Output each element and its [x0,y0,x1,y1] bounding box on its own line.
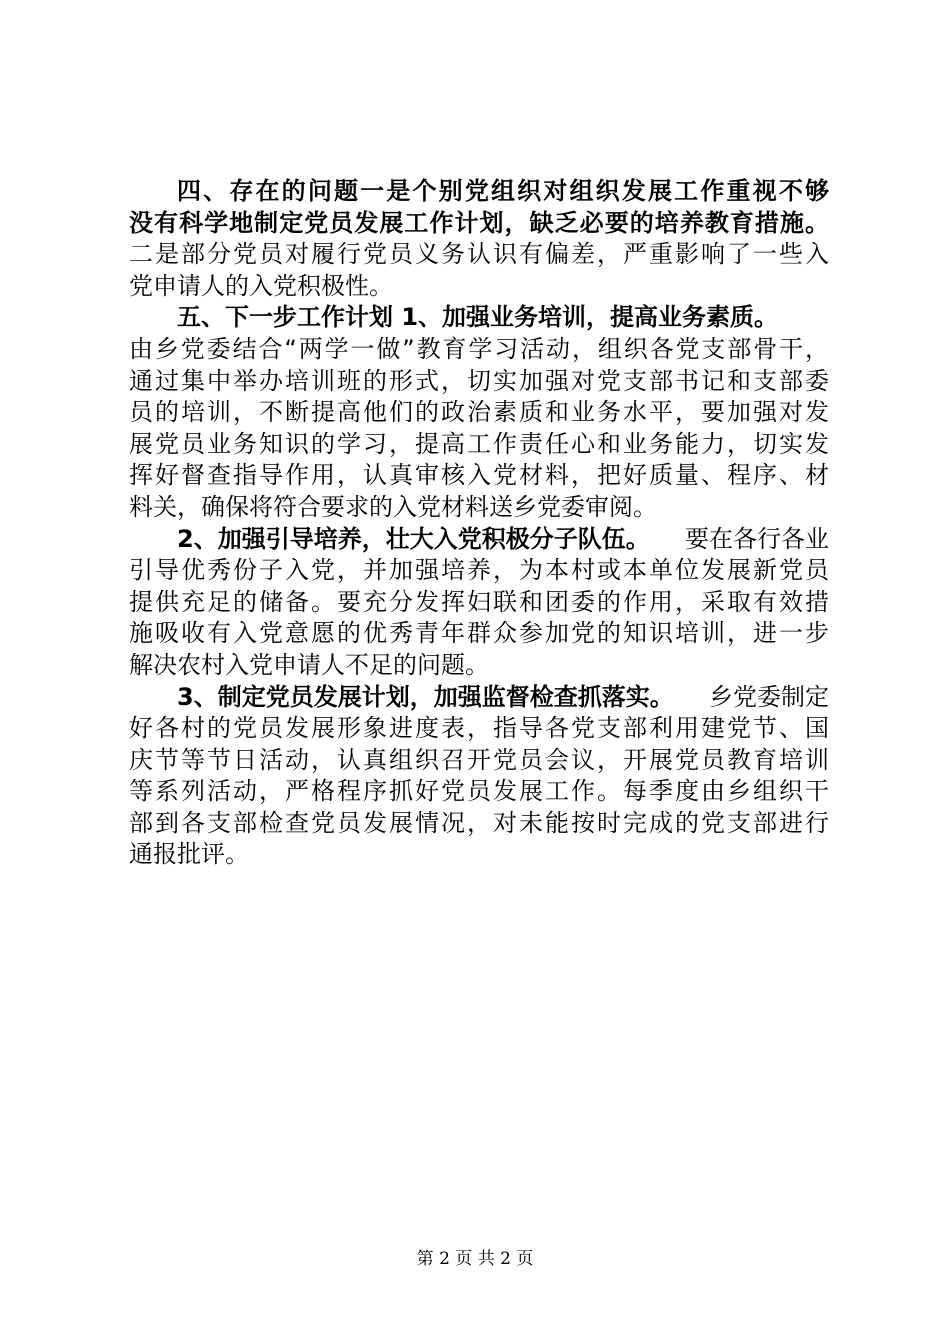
item-3-first-line [129,682,829,714]
document-body [129,176,829,871]
item-3-lead: 乡党委制定 [709,682,829,711]
body-line: 引导优秀份子入党，并加强培养，为本村或本单位发展新党员 [129,556,829,585]
section-4-line-2: 没有科学地制定党员发展工作计划，缺乏必要的培养教育措施。 [129,208,829,237]
body-line: 由乡党委结合“两学一做”教育学习活动，组织各党支部骨干， [129,334,829,363]
item-2-heading: 2、加强引导培养，壮大入党积极分子队伍。 [177,524,650,553]
body-line: 员的培训，不断提高他们的政治素质和业务水平，要加强对发 [129,398,829,427]
body-line: 展党员业务知识的学习，提高工作责任心和业务能力，切实发 [129,429,829,458]
section-5-heading: 五、下一步工作计划 1、加强业务培训，提高业务素质。 [177,303,779,332]
body-line: 二是部分党员对履行党员义务认识有偏差，严重影响了一些入 [129,240,829,269]
body-line: 好各村的党员发展形象进度表，指导各党支部利用建党节、国 [129,714,829,743]
item-3-heading: 3、制定党员发展计划，加强监督检查抓落实。 [177,682,674,711]
body-line: 通过集中举办培训班的形式，切实加强对党支部书记和支部委 [129,366,829,395]
body-line: 挥好督查指导作用，认真审核入党材料，把好质量、程序、材 [129,461,829,490]
body-line: 庆节等节日活动，认真组织召开党员会议，开展党员教育培训 [129,745,829,774]
body-line: 通报批评。 [129,840,249,869]
body-line: 提供充足的储备。要充分发挥妇联和团委的作用，采取有效措 [129,587,829,616]
body-line: 解决农村入党申请人不足的问题。 [129,650,489,679]
body-line: 党申请人的入党积极性。 [129,271,393,300]
item-2-lead: 要在各行各业 [685,524,829,553]
item-2-first-line [129,524,829,556]
page-number-footer: 第 2 页 共 2 页 [416,1249,534,1269]
body-line: 料关，确保将符合要求的入党材料送乡党委审阅。 [129,492,657,521]
section-4-heading: 四、存在的问题一是个别党组织对组织发展工作重视不够 [177,177,829,205]
body-line: 施吸收有入党意愿的优秀青年群众参加党的知识培训，进一步 [129,619,829,648]
body-line: 部到各支部检查党员发展情况，对未能按时完成的党支部进行 [129,808,829,837]
body-line: 等系列活动，严格程序抓好党员发展工作。每季度由乡组织干 [129,777,829,806]
